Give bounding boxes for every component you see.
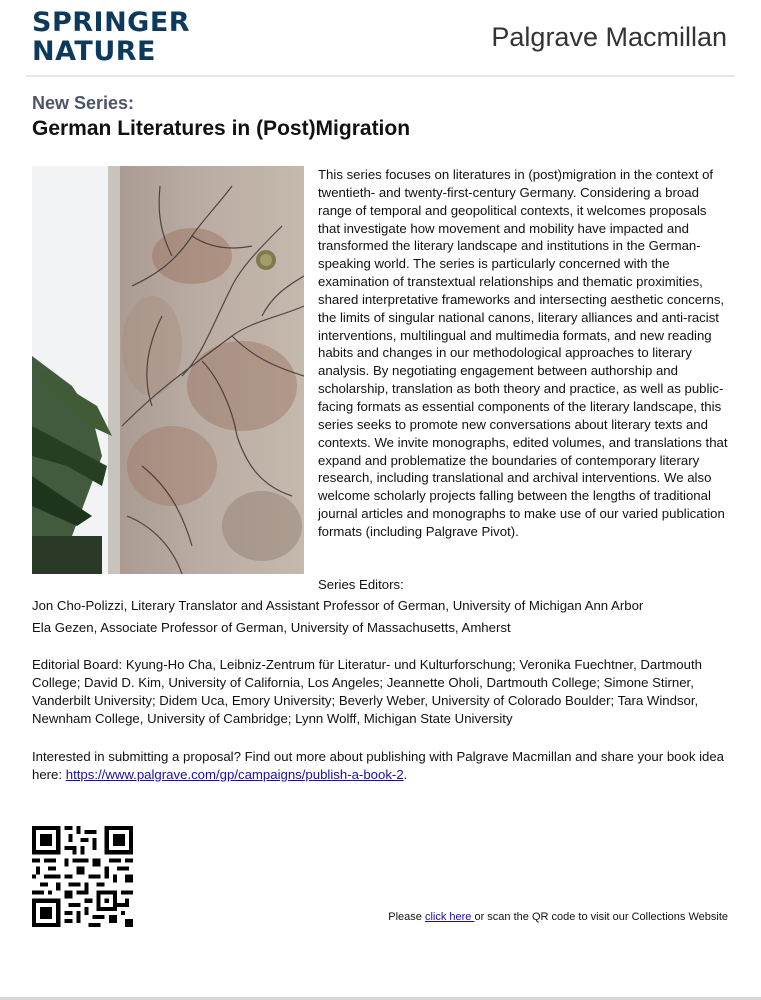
series-title: German Literatures in (Post)Migration: [32, 117, 411, 140]
cover-photo: [32, 166, 304, 574]
proposal-link[interactable]: https://www.palgrave.com/gp/campaigns/publish-a-book-2: [65, 767, 404, 782]
editorial-board: Editorial Board: Kyung-Ho Cha, Leibniz-Zentrum für Literatur- und Kulturforschung; Veronika Fuechtner, Dartmouth College; David D. Kim, University of California, Los Angeles; Jeannette Oholi, Dartmouth College; Simone Stirner, Vanderbilt University; Didem Uca, Emory University; Beverly Weber, University of Colorado Boulder; Tara Windsor, Newnham College, University of Cambridge; Lynn Wolff, Michigan State University: [32, 657, 702, 726]
header-divider: [26, 75, 735, 77]
publisher-name: Palgrave Macmillan: [491, 22, 727, 52]
logo-line-1: SPRINGER: [32, 7, 191, 38]
footer-text-end: or scan the QR code to visit our Collections Website: [474, 911, 728, 923]
editor-role: , Literary Translator and Assistant Professor of German, University of Michigan Ann Arbor: [123, 598, 644, 613]
springer-nature-logo[interactable]: [32, 8, 190, 66]
footer-note: [388, 911, 728, 923]
header: [0, 0, 761, 78]
series-editor: [32, 620, 511, 635]
footer-text: Please: [388, 911, 425, 923]
editor-role: , Associate Professor of German, University of Massachusetts, Amherst: [93, 620, 511, 635]
series-editors-label: Series Editors:: [318, 577, 404, 592]
proposal-callout: [32, 748, 732, 784]
click-here-link[interactable]: click here: [424, 911, 475, 923]
proposal-text-end: .: [403, 767, 408, 782]
proposal-text: Interested in submitting a proposal? Find out more about publishing with Palgrave Macmillan and share your book idea here:: [32, 749, 725, 782]
editor-name: Jon Cho-Polizzi: [32, 598, 124, 613]
series-description: This series focuses on literatures in (post)migration in the context of twentieth- and twenty-first-century Germany. Considering a broad range of temporal and geopolitical contexts, it welcomes proposals that investigate how movement and mobility have impacted and transformed the literary landscape and institutions in the German-speaking world. The series is particularly concerned with the examination of transtextual relationships and thematic proximities, shared interpretative frameworks and intersecting aesthetic concerns, the limits of singular national canons, literary alliances and anti-racist interventions, multilingual and multimedia formats, and new reading habits and changes in our methodological approaches to literary analysis. By negotiating engagement between authorship and scholarship, translation as both theory and practice, as well as public-facing formats as essential components of the literary landscape, this series seeks to promote new conversations about literary texts and contexts. We invite monographs, edited volumes, and translations that expand and problematize the boundaries of contemporary literary research, including translational and archival interventions. We also welcome scholarly projects falling between the lengths of traditional journal articles and monographs to make use of our varied publication formats (including Palgrave Pivot).: [318, 167, 728, 539]
series-kicker: New Series:: [32, 93, 135, 113]
editor-name: Ela Gezen: [32, 620, 94, 635]
series-editor: [32, 598, 643, 613]
qr-code[interactable]: [32, 826, 133, 927]
logo-line-2: NATURE: [32, 36, 156, 67]
